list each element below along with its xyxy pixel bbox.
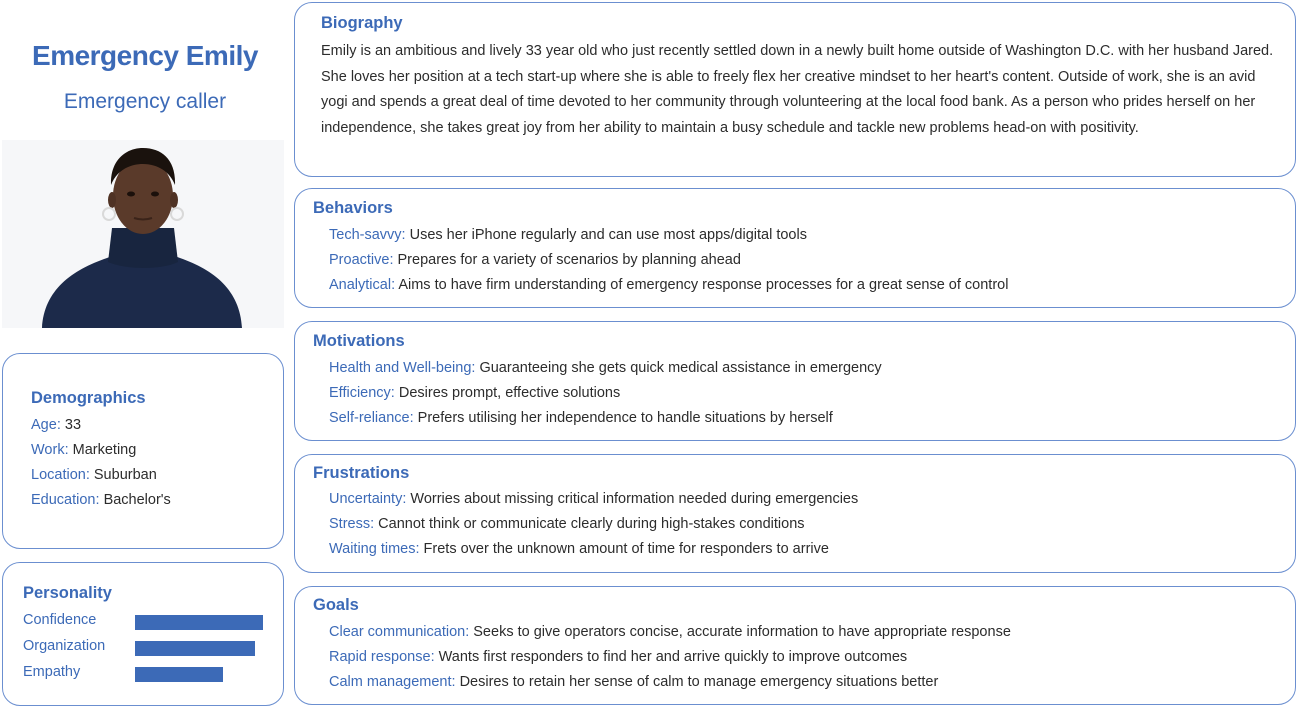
personality-card — [2, 562, 284, 706]
goal-label: Clear communication — [329, 624, 466, 640]
demographics-heading: Demographics — [31, 389, 146, 407]
biography-card — [294, 2, 1296, 177]
trait-label-confidence: Confidence — [23, 612, 97, 628]
goals-list — [329, 620, 1011, 695]
goal-item: Calm management: Desires to retain her sense of calm to manage emergency situations better — [329, 674, 939, 690]
goal-label: Calm management — [329, 674, 452, 690]
personality-heading: Personality — [23, 584, 112, 602]
frustrations-list — [329, 487, 858, 562]
biography-text: Emily is an ambitious and lively 33 year old who just recently settled down in a newly built home outside of Washington D.C. with her husband Jared. She loves her position at a tech start-up where she is able to freely flex her creative mindset to her heart's content. Outside of work, she is an avid yogi and spends a great deal of time devoted to her community through volunteering at the local food bank. As a person who prides herself on her independence, she takes great joy from her ability to maintain a busy schedule and tackle new problems head-on with positivity. — [321, 43, 1274, 136]
goal-value: Wants first responders to find her and arrive quickly to improve outcomes — [438, 649, 908, 665]
behaviors-list — [329, 223, 1008, 298]
biography-heading: Biography — [321, 14, 403, 32]
goal-value: Desires to retain her sense of calm to manage emergency situations better — [459, 674, 939, 690]
frustration-label: Uncertainty — [329, 491, 403, 507]
behavior-item: Analytical: Aims to have firm understanding of emergency response processes for a great sense of control — [329, 277, 1009, 293]
motivation-value: Prefers utilising her independence to handle situations by herself — [417, 410, 833, 426]
motivation-item: Health and Well-being: Guaranteeing she gets quick medical assistance in emergency — [329, 360, 882, 376]
persona-photo — [2, 140, 284, 328]
frustration-item: Stress: Cannot think or communicate clearly during high-stakes conditions — [329, 516, 805, 532]
goals-card — [294, 586, 1296, 705]
demographic-item-location: Location: Suburban — [31, 467, 157, 483]
motivation-item: Efficiency: Desires prompt, effective solutions — [329, 385, 621, 401]
motivations-card — [294, 321, 1296, 441]
frustrations-card — [294, 454, 1296, 573]
motivation-label: Self-reliance — [329, 410, 410, 426]
behavior-item: Tech-savvy: Uses her iPhone regularly and can use most apps/digital tools — [329, 227, 807, 243]
trait-bar-organization — [135, 641, 255, 656]
goal-item: Rapid response: Wants first responders to find her and arrive quickly to improve outcomes — [329, 649, 908, 665]
demographic-value: 33 — [64, 417, 82, 433]
behaviors-card — [294, 188, 1296, 308]
behavior-value: Prepares for a variety of scenarios by planning ahead — [397, 252, 741, 268]
demographic-label: Education — [31, 492, 96, 508]
trait-bar-track-empathy — [135, 667, 263, 682]
frustration-value: Frets over the unknown amount of time for responders to arrive — [423, 541, 829, 557]
portrait-illustration — [2, 140, 284, 328]
demographic-value: Suburban — [93, 467, 157, 483]
behavior-label: Tech-savvy — [329, 227, 402, 243]
goal-value: Seeks to give operators concise, accurate information to have appropriate response — [473, 624, 1011, 640]
trait-bar-track-confidence — [135, 615, 263, 630]
behavior-label: Proactive — [329, 252, 390, 268]
motivation-item: Self-reliance: Prefers utilising her independence to handle situations by herself — [329, 410, 833, 426]
persona-role: Emergency caller — [63, 90, 227, 113]
demographics-card — [2, 353, 284, 549]
frustration-item: Uncertainty: Worries about missing critical information needed during emergencies — [329, 491, 859, 507]
trait-label-empathy: Empathy — [23, 664, 81, 680]
demographic-item-education: Education: Bachelor's — [31, 492, 171, 508]
goal-item: Clear communication: Seeks to give operators concise, accurate information to have appropriate response — [329, 624, 1011, 640]
goals-heading: Goals — [313, 596, 359, 614]
motivation-label: Health and Well-being — [329, 360, 472, 376]
demographic-value: Marketing — [72, 442, 137, 458]
demographics-list — [31, 413, 171, 513]
trait-bar-confidence — [135, 615, 263, 630]
demographic-label: Location — [31, 467, 86, 483]
demographic-item-age: Age: 33 — [31, 417, 82, 433]
frustration-label: Stress — [329, 516, 371, 532]
goal-label: Rapid response — [329, 649, 431, 665]
trait-bar-empathy — [135, 667, 223, 682]
frustration-value: Worries about missing critical information needed during emergencies — [410, 491, 859, 507]
motivation-value: Guaranteeing she gets quick medical assistance in emergency — [479, 360, 882, 376]
behavior-value: Uses her iPhone regularly and can use most apps/digital tools — [409, 227, 807, 243]
motivation-label: Efficiency — [329, 385, 391, 401]
behavior-item: Proactive: Prepares for a variety of scenarios by planning ahead — [329, 252, 741, 268]
frustration-label: Waiting times — [329, 541, 416, 557]
motivation-value: Desires prompt, effective solutions — [398, 385, 621, 401]
trait-bar-track-organization — [135, 641, 263, 656]
persona-name: Emergency Emily — [32, 40, 258, 71]
frustration-value: Cannot think or communicate clearly during high-stakes conditions — [378, 516, 805, 532]
frustrations-heading: Frustrations — [313, 464, 410, 482]
demographic-label: Age — [31, 417, 57, 433]
behavior-value: Aims to have firm understanding of emergency response processes for a great sense of control — [398, 277, 1009, 293]
demographic-value: Bachelor's — [103, 492, 171, 508]
demographic-label: Work — [31, 442, 65, 458]
demographic-item-work: Work: Marketing — [31, 442, 137, 458]
trait-label-organization: Organization — [23, 638, 106, 654]
behaviors-heading: Behaviors — [313, 199, 393, 217]
motivations-list — [329, 356, 882, 431]
behavior-label: Analytical — [329, 277, 392, 293]
frustration-item: Waiting times: Frets over the unknown amount of time for responders to arrive — [329, 541, 829, 557]
motivations-heading: Motivations — [313, 332, 405, 350]
